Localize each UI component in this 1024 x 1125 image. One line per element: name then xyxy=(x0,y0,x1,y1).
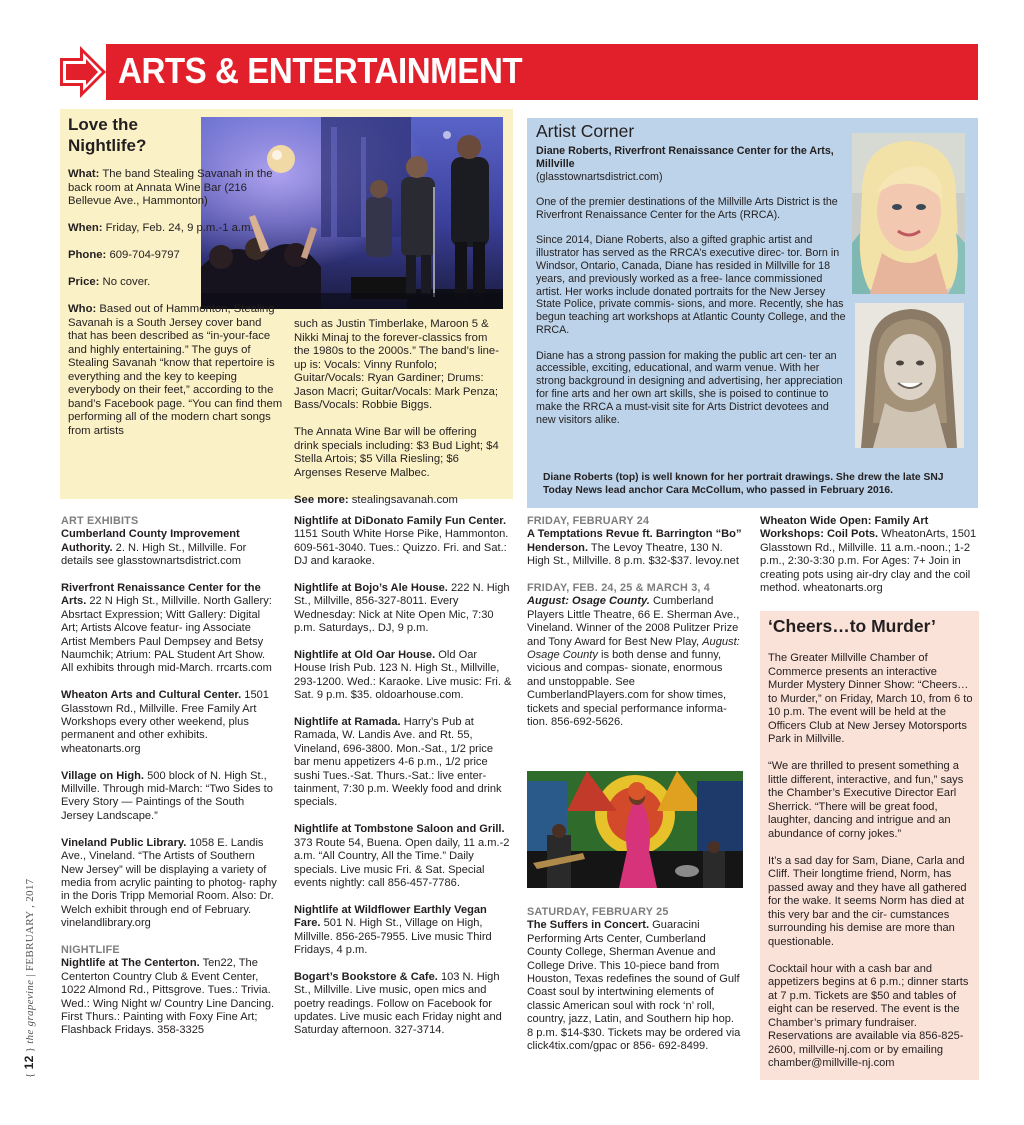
listing-name: Cumberland County Improvement Authority. xyxy=(61,528,240,554)
listing-item xyxy=(294,582,512,636)
feature-details-left xyxy=(68,168,283,452)
what-label: What: xyxy=(68,168,100,180)
listing-name: Village on High. xyxy=(61,769,145,782)
listing-name: Nightlife at Bojo’s Ale House. xyxy=(294,582,448,595)
listing-text: Old Oar House Irish Pub. 123 N. High St., Millville, 293-1200. Wed.: Karaoke. Live music: Fri. & Sat. 9 p.m. $35. oldoarhouse.com. xyxy=(294,649,512,702)
date-heading: FRIDAY, FEBRUARY 24 xyxy=(527,515,650,527)
folio-separator: | xyxy=(24,974,36,977)
listings-column-3-top xyxy=(527,515,743,743)
listings-column-2 xyxy=(294,515,512,1051)
price-text: No cover. xyxy=(102,276,151,288)
who-label: Who: xyxy=(68,303,97,315)
listing-item xyxy=(294,515,512,569)
artist-corner-box xyxy=(527,118,978,508)
paragraph: It’s a sad day for Sam, Diane, Carla and Cliff. Their longtime friend, Norm, has passed away and they have all gathered for the wake. It seems Norm has died at this very bar and the cir- cumstances surrounding his demise are more than questionable. xyxy=(768,854,967,948)
listings-column-3-bottom xyxy=(527,906,743,1067)
listing-item xyxy=(294,823,512,890)
date-heading: SATURDAY, FEBRUARY 25 xyxy=(527,906,669,918)
listing-name: A Temptations Revue ft. Barrington “Bo” Henderson. xyxy=(527,528,742,554)
nightlife-feature-box xyxy=(60,109,513,506)
section-heading-art-exhibits: ART EXHIBITS xyxy=(61,515,139,527)
listing-text: 373 Route 54, Buena. Open daily, 11 a.m.-2 a.m. “All Country, All the Time.” Daily specials. Live music Fri. & Sat. Special events nightly: call 856-457-7786. xyxy=(294,836,510,889)
listing-name: August: Osage County. xyxy=(527,595,650,608)
feature-details-right xyxy=(294,318,504,507)
section-heading-nightlife: NIGHTLIFE xyxy=(61,943,120,956)
listing-item xyxy=(294,716,512,810)
listing-name: Bogart’s Bookstore & Cafe. xyxy=(294,970,438,983)
listing-name: Nightlife at The Centerton. xyxy=(61,957,200,970)
listing-name: Nightlife at Wildflower Earthly Vegan Fare. xyxy=(294,903,487,930)
photo-caption: Diane Roberts (top) is well known for her portrait drawings. She drew the late SNJ Today News lead anchor Cara McCollum, who passed in February 2016. xyxy=(543,472,944,496)
listing-text: 22 N High St., Millville. North Gallery: Absrtact Expression; Witt Gallery: Digital Art; Artists Alcove featur- ing Associate Artist Members Paul Dempsey and Betsy Naumchik; Atrium: PAL Student Art Show. All exhibits through mid-March. rrcarts.com xyxy=(61,595,272,675)
listing-text: Guaracini Performing Arts Center, Cumberland County College, Sherman Avenue and College Drive. This 10-piece band from Houston, Texas redefines the sound of Gulf Coast soul by intertwining elements of classic American soul with rock ‘n’ roll, country, jazz, Latin, and Southern hip hop. 8 p.m. $14-$30. Tickets may be ordered via click4tix.com/gpac or 856- 692-8499. xyxy=(527,919,741,1053)
artist-corner-body xyxy=(536,196,848,439)
cheers-body xyxy=(768,652,973,1084)
listing-text: 222 N. High St., Millville, 856-327-8011. Every Wednesday: Nick at Nite Open Mic, 7:30 p.m. Saturdays,. DJ, 9 p.m. xyxy=(294,582,510,635)
paragraph: Since 2014, Diane Roberts, also a gifted graphic artist and illustrator has served as the RRCA’s executive direc- tor. Born in Windsor, Ontario, Canada, Diane has resided in Millville for 18 years, and previously worked as a free- lance commissioned artist. Her works include donated portraits for the New Jersey State Police, private commis- sions, and more. Recently, she has begun teaching art workshops at Atlantic County College, and the RRCA. xyxy=(536,234,846,336)
see-more-label: See more: xyxy=(294,493,349,506)
listing-item xyxy=(760,515,980,595)
listing-text: is both dense and funny, vicious and compas- sionate, enormous and unstoppable. See CumberlandPlayers.com for show times, tickets and special performance informa- tion. 856-692-5626. xyxy=(527,649,727,729)
listing-text: 1501 Glasstown Rd., Millville. Free Family Art Workshops every other weekend, plus permanent and other exhibits. wheatonarts.org xyxy=(61,689,269,755)
listing-text: 2. N. High St., Millville. For details see glasstownartsdistrict.com xyxy=(61,541,247,568)
play-title: August: Osage County xyxy=(527,635,740,662)
listing-name: Nightlife at Old Oar House. xyxy=(294,649,436,662)
phone-text: 609-704-9797 xyxy=(109,249,180,261)
listing-item xyxy=(527,595,743,729)
listing-text: Harry’s Pub at Ramada, W. Landis Ave. and Rt. 55, Vineland, 696-3800. Mon.-Sat., 1/2 price bar menu appetizers 4-6 p.m., 1/2 price sushi Tues.-Sat. Thurs.-Sat.: live enter- tainment, 7:30 p.m. Weekly food and drink specials. xyxy=(294,716,502,809)
drinks-text: The Annata Wine Bar will be offering drink specials including: $3 Bud Light; $4 Stella Artois; $5 Villa Riesling; $6 Argenses Reserve Malbec. xyxy=(294,426,499,479)
listing-text: 1058 E. Landis Ave., Vineland. “The Artists of Southern New Jersey” will be displaying a variety of media from acrylic painting to photog- raphy in the Doris Tripp Memorial Room. Also: Dr. Welch exhibit through end of February. vinelandlibrary.org xyxy=(61,836,277,930)
feature-title: Love the Nightlife? xyxy=(68,115,147,155)
date-heading: FRIDAY, FEB. 24, 25 & MARCH 3, 4 xyxy=(527,582,710,595)
listing-text: 501 N. High St., Village on High, Millville. 856-265-7955. Live music Third Fridays, 4 p.m. xyxy=(294,917,492,956)
paragraph: One of the premier destinations of the Millville Arts District is the Riverfront Renaissance Center for the Arts (RRCA). xyxy=(536,196,838,221)
listing-text: Ten22, The Centerton Country Club & Event Center, 1022 Almond Rd., Pittsgrove. Tues.: Trivia. Wed.: Wing Night w/ Country Line Dancing. First Thurs.: Painting with Foxy Fine Art; Flashback Fridays. 358-3325 xyxy=(61,957,275,1037)
who-continued-text: such as Justin Timberlake, Maroon 5 & Nikki Minaj to the forever-classics from the 1980s to the 2000s.” The band’s line-up is: Vocals: Vinny Runfolo; Guitar/Vocals: Ryan Gardiner; Drums: Jason Macri; Guitar/Vocals: Mark Penza; Bass/Vocals: Robbie Biggs. xyxy=(294,318,499,411)
artist-name-venue: Diane Roberts, Riverfront Renaissance Center for the Arts, Millville xyxy=(536,145,834,170)
listings-column-1 xyxy=(61,515,277,1051)
listing-item xyxy=(527,919,743,1053)
listing-text: 103 N. High St., Millville. Live music, open mics and poetry readings. Follow on Facebook for updates. Live music each Friday night and Saturday afternoon. 327-3714. xyxy=(294,970,502,1037)
listing-name: Riverfront Renaissance Center for the Arts. xyxy=(61,582,261,608)
listing-name: Nightlife at DiDonato Family Fun Center. xyxy=(294,515,507,527)
phone-label: Phone: xyxy=(68,249,107,261)
section-banner xyxy=(60,44,978,100)
listing-item xyxy=(61,689,277,756)
page-folio: { 12 } the grapevine | FEBRUARY , 2017 xyxy=(22,878,36,1078)
band-concert-photo xyxy=(527,771,743,888)
artist-portrait-photo xyxy=(852,133,965,294)
paragraph: “We are thrilled to present something a little different, interactive, and fun,” says the Chamber’s Executive Director Earl Sherrick. “There will be great food, laughter, dancing and intrigue and an abundance of corny jokes.” xyxy=(768,760,964,840)
listing-item xyxy=(294,649,512,703)
portrait-drawing-photo xyxy=(855,303,964,448)
paragraph: Diane has a strong passion for making the public art cen- ter an accessible, exciting, educational, and warm venue. With her strong background in designing and advertising, her appreciation for fine arts and her own art skills, she is poised to continue to make the RRCA a must-visit site for Arts District devotees and new visitors alike. xyxy=(536,349,843,426)
what-text: The band Stealing Savanah in the back room at Annata Wine Bar (216 Bellevue Ave., Hammonton) xyxy=(68,168,273,207)
cheers-to-murder-box xyxy=(760,611,979,1080)
page-number: 12 xyxy=(22,1055,36,1070)
see-more-link: stealingsavanah.com xyxy=(351,493,458,506)
listing-name: Nightlife at Ramada. xyxy=(294,716,401,729)
listing-text: 1151 South White Horse Pike, Hammonton. 609-561-3040. Tues.: Quizzo. Fri. and Sat.: DJ and karaoke. xyxy=(294,528,509,568)
listing-name: Vineland Public Library. xyxy=(61,836,187,849)
paragraph: Cocktail hour with a cash bar and appetizers begins at 6 p.m.; dinner starts at 7 p.m. Tickets are $50 and tables of eight can be reserved. The event is the Chamber’s primary fundraiser. Reservations are available via 856-825-2600, millville-nj.com or by emailing chamber@millville-nj.com xyxy=(768,962,969,1069)
listing-item xyxy=(294,971,512,1038)
listing-text: 500 block of N. High St., Millville. Through mid-March: “Two Sides to Every Story — Paintings of the South Jersey Landscape.” xyxy=(61,769,273,822)
listing-name: The Suffers in Concert. xyxy=(527,919,650,932)
price-label: Price: xyxy=(68,276,100,288)
listing-item xyxy=(61,837,277,931)
who-text: Based out of Hammonton, Stealing Savanah is a South Jersey cover band that has been described as “in-your-face and highly entertaining.” The guys of Stealing Savanah “know that repertoire is everything and the key to keeping everybody on their feet,” according to the band’s Facebook page. “You can find them performing all of the modern chart songs from artists xyxy=(68,303,283,437)
listing-item xyxy=(61,582,277,676)
listing-name: Wheaton Wide Open: Family Art Workshops: Coil Pots. xyxy=(760,515,929,541)
listing-text: WheatonArts, 1501 Glasstown Rd., Millville. 11 a.m.-noon.; 1-2 p.m., 2:30-3:30 p.m. For Ages: 7+ Join in creating pots using air-dry clay and the coil method. wheatonarts.org xyxy=(760,528,977,595)
when-label: When: xyxy=(68,222,103,234)
when-text: Friday, Feb. 24, 9 p.m.-1 a.m. xyxy=(105,222,254,234)
section-title: ARTS & ENTERTAINMENT xyxy=(118,50,523,91)
listings-column-4 xyxy=(760,515,980,609)
listing-item xyxy=(61,770,277,824)
issue-date: FEBRUARY , 2017 xyxy=(24,878,36,971)
listing-item xyxy=(61,957,277,1037)
listing-item xyxy=(294,904,512,958)
publication-name: the grapevine xyxy=(24,979,36,1044)
listing-item xyxy=(527,528,743,568)
listing-item xyxy=(61,528,277,568)
artist-corner-subtitle xyxy=(536,145,836,183)
artist-corner-title: Artist Corner xyxy=(536,121,635,141)
listing-name: Nightlife at Tombstone Saloon and Grill. xyxy=(294,823,505,836)
artist-website: (glasstownartsdistrict.com) xyxy=(536,170,663,183)
arrow-right-icon xyxy=(60,44,110,100)
listing-name: Wheaton Arts and Cultural Center. xyxy=(61,689,242,702)
listing-text: Cumberland Players Little Theatre, 66 E. Sherman Ave., Vineland. Winner of the 2008 Pulitzer Prize and Tony Award for Best New Play, xyxy=(527,595,740,648)
cheers-title: ‘Cheers…to Murder’ xyxy=(768,616,936,636)
listing-text: The Levoy Theatre, 130 N. High St., Millville. 8 p.m. $32-$37. levoy.net xyxy=(527,541,739,568)
paragraph: The Greater Millville Chamber of Commerce presents an interactive Murder Mystery Dinner Show: “Cheers…to Murder,” on Friday, March 10, from 6 to 10 p.m. The event will be held at the Officers Club at New Jersey Motorsports Park in Millville. xyxy=(768,652,973,745)
